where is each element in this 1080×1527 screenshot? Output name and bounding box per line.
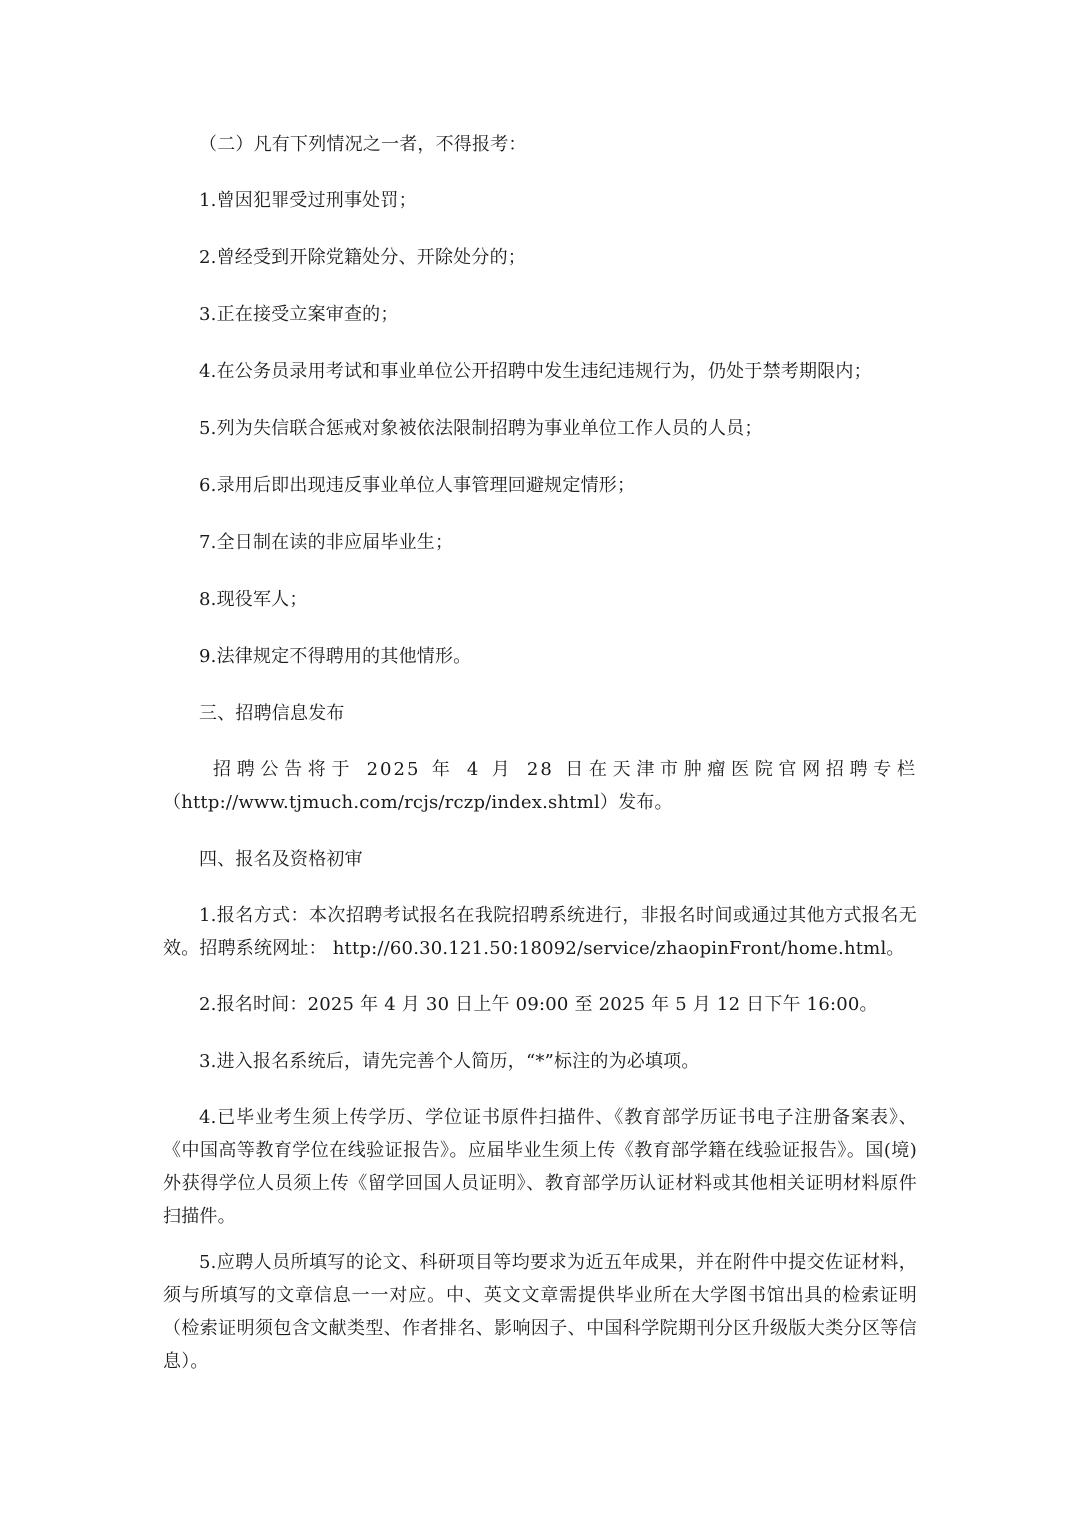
section-two-subheading: （二）凡有下列情况之一者，不得报考： <box>199 134 527 155</box>
section-four-heading: 四、报名及资格初审 <box>199 849 363 870</box>
disqualification-item: 8.现役军人； <box>199 589 308 610</box>
registration-time: 2.报名时间：2025 年 4 月 30 日上午 09:00 至 2025 年 5 月 12 日下午 16:00。 <box>199 994 878 1015</box>
announcement-line-1: 招聘公告将于 2025 年 4 月 28 日在天津市肿瘤医院官网招聘专栏 <box>213 759 917 780</box>
disqualification-item: 3.正在接受立案审查的； <box>199 304 399 325</box>
registration-method: 1.报名方式：本次招聘考试报名在我院招聘系统进行，非报名时间或通过其他方式报名无效。招聘系统网址： http://60.30.121.50:18092/service/zhaopinFront/home.html。 <box>163 905 917 959</box>
announcement-line-2: （http://www.tjmuch.com/rcjs/rczp/index.shtml）发布。 <box>163 792 673 813</box>
disqualification-item: 1.曾因犯罪受过刑事处罚； <box>199 190 417 211</box>
disqualification-item: 6.录用后即出现违反事业单位人事管理回避规定情形； <box>199 475 636 496</box>
resume-instruction: 3.进入报名系统后，请先完善个人简历，“*”标注的为必填项。 <box>199 1051 700 1072</box>
disqualification-item: 7.全日制在读的非应届毕业生； <box>199 532 454 553</box>
disqualification-item: 4.在公务员录用考试和事业单位公开招聘中发生违纪违规行为，仍处于禁考期限内； <box>199 361 872 382</box>
disqualification-item: 5.列为失信联合惩戒对象被依法限制招聘为事业单位工作人员的人员； <box>199 418 763 439</box>
disqualification-item: 2.曾经受到开除党籍处分、开除处分的； <box>199 247 526 268</box>
upload-requirements: 4.已毕业考生须上传学历、学位证书原件扫描件、《教育部学历证书电子注册备案表》、《中国高等教育学位在线验证报告》。应届毕业生须上传《教育部学籍在线验证报告》。国(境)外获得学位人员须上传《留学回国人员证明》、教育部学历认证材料或其他相关证明材料原件扫描件。 <box>163 1107 917 1227</box>
disqualification-item: 9.法律规定不得聘用的其他情形。 <box>199 646 472 667</box>
research-requirements: 5.应聘人员所填写的论文、科研项目等均要求为近五年成果，并在附件中提交佐证材料，须与所填写的文章信息一一对应。中、英文文章需提供毕业所在大学图书馆出具的检索证明（检索证明须包含文献类型、作者排名、影响因子、中国科学院期刊分区升级版大类分区等信息）。 <box>163 1252 917 1372</box>
section-three-heading: 三、招聘信息发布 <box>199 703 345 724</box>
